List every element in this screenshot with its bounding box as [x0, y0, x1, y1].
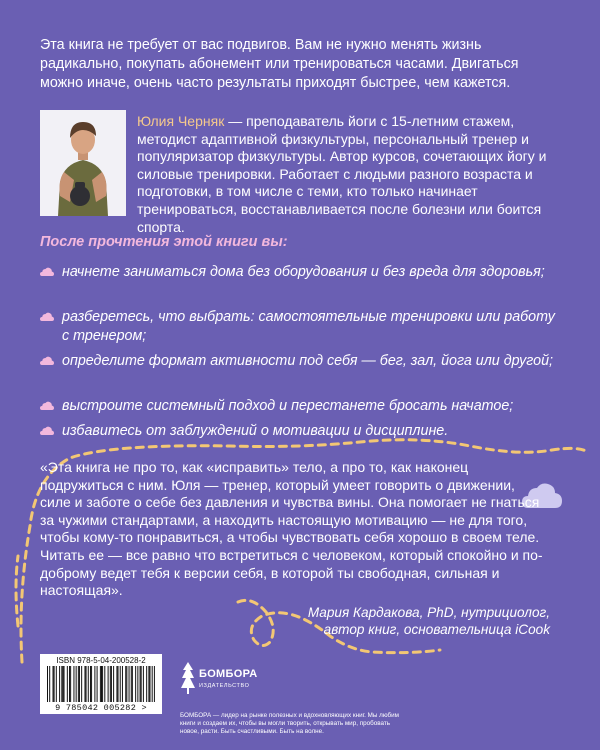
barcode-bar	[148, 666, 149, 702]
barcode-bars	[47, 666, 155, 702]
benefit-item	[40, 352, 560, 371]
barcode-bar	[132, 666, 133, 702]
barcode-bar	[143, 666, 144, 702]
barcode-bar	[120, 666, 121, 702]
barcode-bar	[61, 666, 62, 702]
barcode-bar	[104, 666, 105, 702]
barcode-bar	[131, 666, 132, 702]
barcode-bar	[53, 666, 54, 702]
benefit-text: определите формат активности под себя — бег, зал, йога или другой;	[62, 353, 554, 369]
barcode-bar	[116, 666, 117, 702]
barcode-bar	[129, 666, 130, 702]
barcode-bar	[90, 666, 91, 702]
benefit-item	[40, 263, 560, 282]
barcode-bar	[110, 666, 111, 702]
benefit-text: выстроите системный подход и перестанете бросать начатое;	[62, 398, 514, 414]
benefit-item	[40, 397, 560, 416]
barcode-bar	[118, 666, 119, 702]
publisher-logo	[180, 658, 258, 706]
benefit-text: начнете заниматься дома без оборудования и без вреда для здоровья;	[62, 264, 545, 280]
quote-author-line: автор книг, основательница iCook	[323, 622, 550, 637]
author-bio	[137, 113, 567, 236]
after-reading-title: После прочтения этой книги вы:	[40, 234, 288, 250]
barcode-bar	[78, 666, 79, 702]
barcode-bar	[94, 666, 95, 702]
barcode-bar	[69, 666, 70, 702]
barcode-bar	[91, 666, 92, 702]
barcode-bar	[62, 666, 63, 702]
author-bio-text: — преподаватель йоги с 15-летним стажем, методист адаптивной физкультуры, персональный тренер и популяризатор физкультуры. Автор курсов, сочетающих йогу и силовые тренировки. Работает с людьми разного возраста и подготовки, в том числе с теми, кто только начинает тренироваться, восстанавливается после болезни или боится спорта.	[137, 113, 547, 235]
barcode-bar	[135, 666, 136, 702]
quote-author-line: Мария Кардакова, PhD, нутрициолог,	[307, 605, 550, 620]
isbn-label: ISBN 978-5-04-200528-2	[56, 656, 146, 665]
cloud-icon	[40, 267, 54, 276]
barcode-bar	[76, 666, 77, 702]
publisher-note: БОМБОРА — лидер на рынке полезных и вдохновляющих книг. Мы любим книги и создаем их, чтобы вы могли творить, открывать мир, пробовать новое, расти. Быть счастливыми. Быть на волне.	[180, 712, 399, 735]
author-name: Юлия Черняк	[137, 113, 225, 129]
barcode-bar	[146, 666, 147, 702]
barcode-bar	[64, 666, 65, 702]
barcode-bar	[59, 666, 60, 702]
barcode-bar	[137, 666, 138, 702]
barcode-bar	[111, 666, 112, 702]
barcode-bar	[67, 666, 68, 702]
barcode-bar	[47, 666, 48, 702]
barcode-bar	[70, 666, 71, 702]
barcode	[40, 654, 162, 714]
cloud-icon	[40, 312, 54, 321]
barcode-bar	[81, 666, 82, 702]
barcode-bar	[79, 666, 80, 702]
barcode-bar	[152, 666, 153, 702]
barcode-bar	[73, 666, 74, 702]
barcode-bar	[140, 666, 141, 702]
barcode-bar	[122, 666, 123, 702]
publisher-name: БОМБОРА	[199, 668, 258, 680]
barcode-bar	[149, 666, 150, 702]
cloud-icon	[40, 426, 54, 435]
barcode-bar	[101, 666, 102, 702]
benefit-item	[40, 308, 560, 346]
cloud-icon	[40, 401, 54, 410]
barcode-bar	[84, 666, 85, 702]
barcode-bar	[56, 666, 57, 702]
barcode-bar	[126, 666, 127, 702]
benefit-text: разберетесь, что выбрать: самостоятельные тренировки или работу с тренером;	[62, 309, 555, 344]
barcode-bar	[113, 666, 114, 702]
barcode-bar	[97, 666, 98, 702]
quote-author	[190, 604, 550, 638]
bombora-logo-icon	[180, 658, 196, 706]
barcode-bar	[100, 666, 101, 702]
benefit-text: избавитесь от заблуждений о мотивации и дисциплине.	[62, 423, 449, 439]
barcode-bar	[54, 666, 55, 702]
barcode-bar	[86, 666, 87, 702]
barcode-bar	[49, 666, 50, 702]
cloud-icon	[40, 356, 54, 365]
barcode-bar	[108, 666, 109, 702]
author-photo	[40, 110, 126, 216]
barcode-bar	[154, 666, 155, 702]
barcode-bar	[125, 666, 126, 702]
intro-paragraph: Эта книга не требует от вас подвигов. Вам не нужно менять жизнь радикально, покупать абонемент или тренироваться часами. Двигаться можно иначе, очень часто результаты приходят быстрее, чем кажется.	[40, 37, 519, 91]
barcode-digits: 9 785042 005282 >	[55, 703, 147, 713]
publisher-subtitle: ИЗДАТЕЛЬСТВО	[199, 683, 250, 689]
barcode-bar	[88, 666, 89, 702]
barcode-bar	[102, 666, 103, 702]
barcode-bar	[141, 666, 142, 702]
quote-text: «Эта книга не про то, как «исправить» тело, а про то, как наконец подружиться с ним. Юля — тренер, который умеет говорить о движении, силе и заботе о себе без давления и чувства вины. Она помогает не гнаться за чужими стандартами, а находить настоящую мотивацию — не для того, чтобы кому-то понравиться, а чтобы чувствовать себя хорошо в своем теле. Читать ее — все равно что встретиться с человеком, который спокойно и по-доброму ведет тебя к версии себя, в которой ты свободная, сильная и настоящая».	[40, 459, 543, 599]
